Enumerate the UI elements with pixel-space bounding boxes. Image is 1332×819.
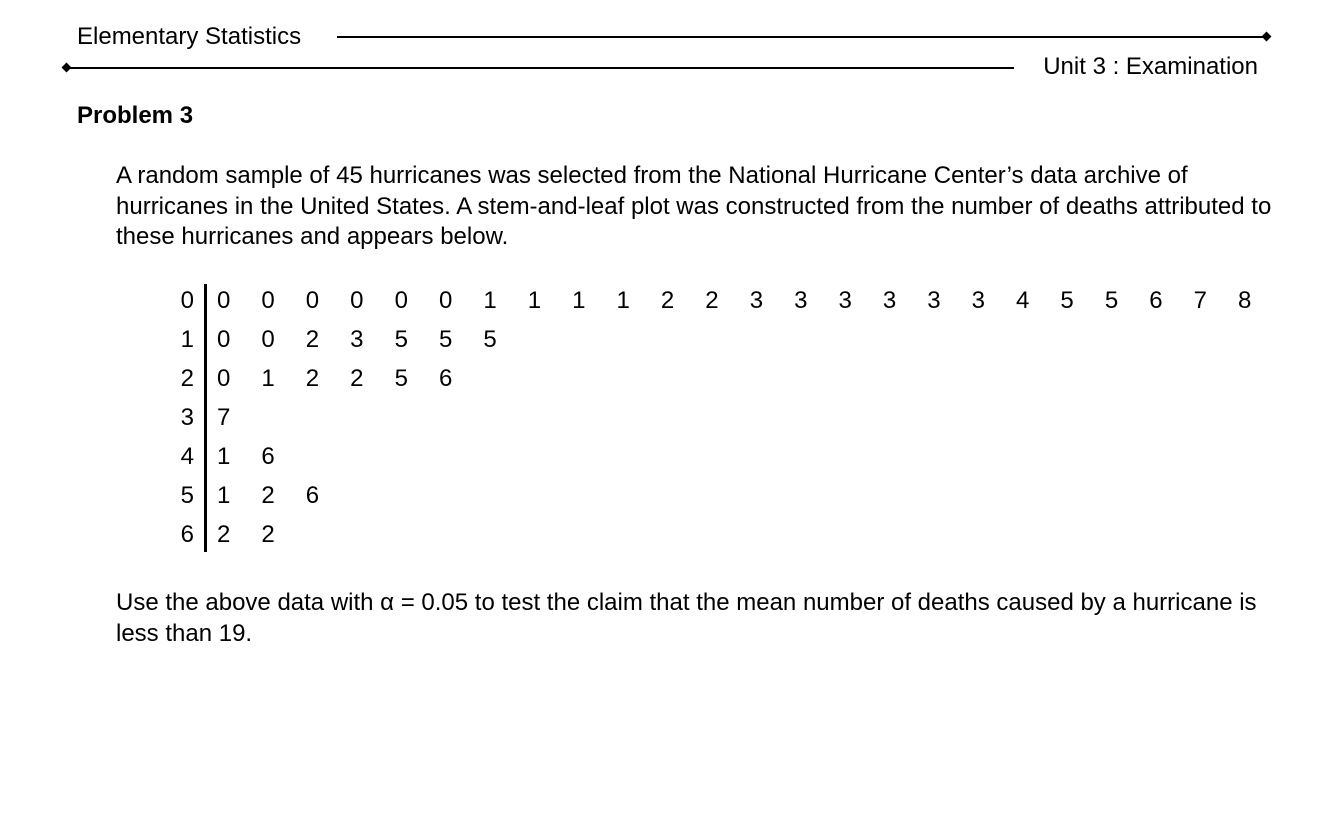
leaf-value: 0 xyxy=(217,326,231,353)
stem-leaf-divider xyxy=(204,284,207,552)
leaf-value: 2 xyxy=(705,287,719,314)
stem-value: 4 xyxy=(180,443,194,470)
leaf-value: 0 xyxy=(394,287,408,314)
leaf-value: 5 xyxy=(394,326,408,353)
leaf-value: 2 xyxy=(261,482,275,509)
diamond-endpoint-right xyxy=(1262,32,1272,42)
leaf-value: 1 xyxy=(572,287,586,314)
leaf-value: 2 xyxy=(261,521,275,548)
leaf-value: 7 xyxy=(1193,287,1207,314)
leaf-value: 2 xyxy=(217,521,231,548)
problem-label: Problem 3 xyxy=(77,102,194,129)
leaf-value: 6 xyxy=(305,482,320,509)
leaf-value: 6 xyxy=(261,443,275,470)
leaf-value: 0 xyxy=(438,287,453,314)
leaf-value: 7 xyxy=(217,404,231,431)
stem-value: 0 xyxy=(180,287,194,314)
leaf-value: 3 xyxy=(882,287,897,314)
leaf-list xyxy=(217,518,306,552)
problem-intro-text: A random sample of 45 hurricanes was selected from the National Hurricane Center’s data archive of hurricanes in the United States. A stem-and-leaf plot was constructed from the number of deaths attributed to these hurricanes and appears below. xyxy=(116,162,1272,250)
problem-question-text: Use the above data with α = 0.05 to test the claim that the mean number of deaths caused by a hurricane is less than 19. xyxy=(116,589,1257,647)
leaf-list xyxy=(217,284,1282,318)
leaf-value: 3 xyxy=(794,287,808,314)
leaf-value: 1 xyxy=(217,482,231,509)
header-rule-bottom xyxy=(68,67,1014,69)
leaf-value: 3 xyxy=(749,287,764,314)
leaf-value: 0 xyxy=(261,287,275,314)
leaf-list xyxy=(217,479,350,513)
leaf-value: 3 xyxy=(350,326,364,353)
leaf-value: 1 xyxy=(217,443,231,470)
leaf-value: 0 xyxy=(217,287,231,314)
leaf-list xyxy=(217,401,261,435)
stem-value: 6 xyxy=(180,521,194,548)
leaf-value: 3 xyxy=(927,287,941,314)
leaf-value: 2 xyxy=(305,365,320,392)
leaf-value: 5 xyxy=(438,326,453,353)
stem-value: 3 xyxy=(180,404,194,431)
course-title: Elementary Statistics xyxy=(77,23,302,50)
header-rule-top xyxy=(337,36,1263,38)
leaf-value: 2 xyxy=(660,287,675,314)
diamond-endpoint-left xyxy=(62,63,72,73)
leaf-value: 1 xyxy=(261,365,275,392)
leaf-value: 5 xyxy=(1060,287,1074,314)
leaf-value: 2 xyxy=(305,326,320,353)
leaf-value: 0 xyxy=(350,287,364,314)
leaf-list xyxy=(217,323,528,357)
leaf-value: 0 xyxy=(305,287,320,314)
leaf-value: 6 xyxy=(438,365,453,392)
leaf-value: 2 xyxy=(350,365,364,392)
leaf-value: 1 xyxy=(616,287,630,314)
leaf-list xyxy=(217,362,483,396)
leaf-value: 5 xyxy=(1104,287,1119,314)
leaf-value: 3 xyxy=(838,287,852,314)
leaf-list xyxy=(217,440,306,474)
leaf-value: 1 xyxy=(483,287,497,314)
leaf-value: 8 xyxy=(1237,287,1252,314)
stem-value: 1 xyxy=(180,326,194,353)
leaf-value: 1 xyxy=(527,287,542,314)
leaf-value: 3 xyxy=(971,287,985,314)
stem-value: 5 xyxy=(180,482,194,509)
leaf-value: 6 xyxy=(1149,287,1163,314)
stem-value: 2 xyxy=(180,365,194,392)
leaf-value: 0 xyxy=(261,326,275,353)
leaf-value: 5 xyxy=(483,326,497,353)
leaf-value: 4 xyxy=(1016,287,1030,314)
leaf-value: 0 xyxy=(217,365,231,392)
leaf-value: 5 xyxy=(394,365,408,392)
unit-title: Unit 3 : Examination xyxy=(1043,53,1258,80)
